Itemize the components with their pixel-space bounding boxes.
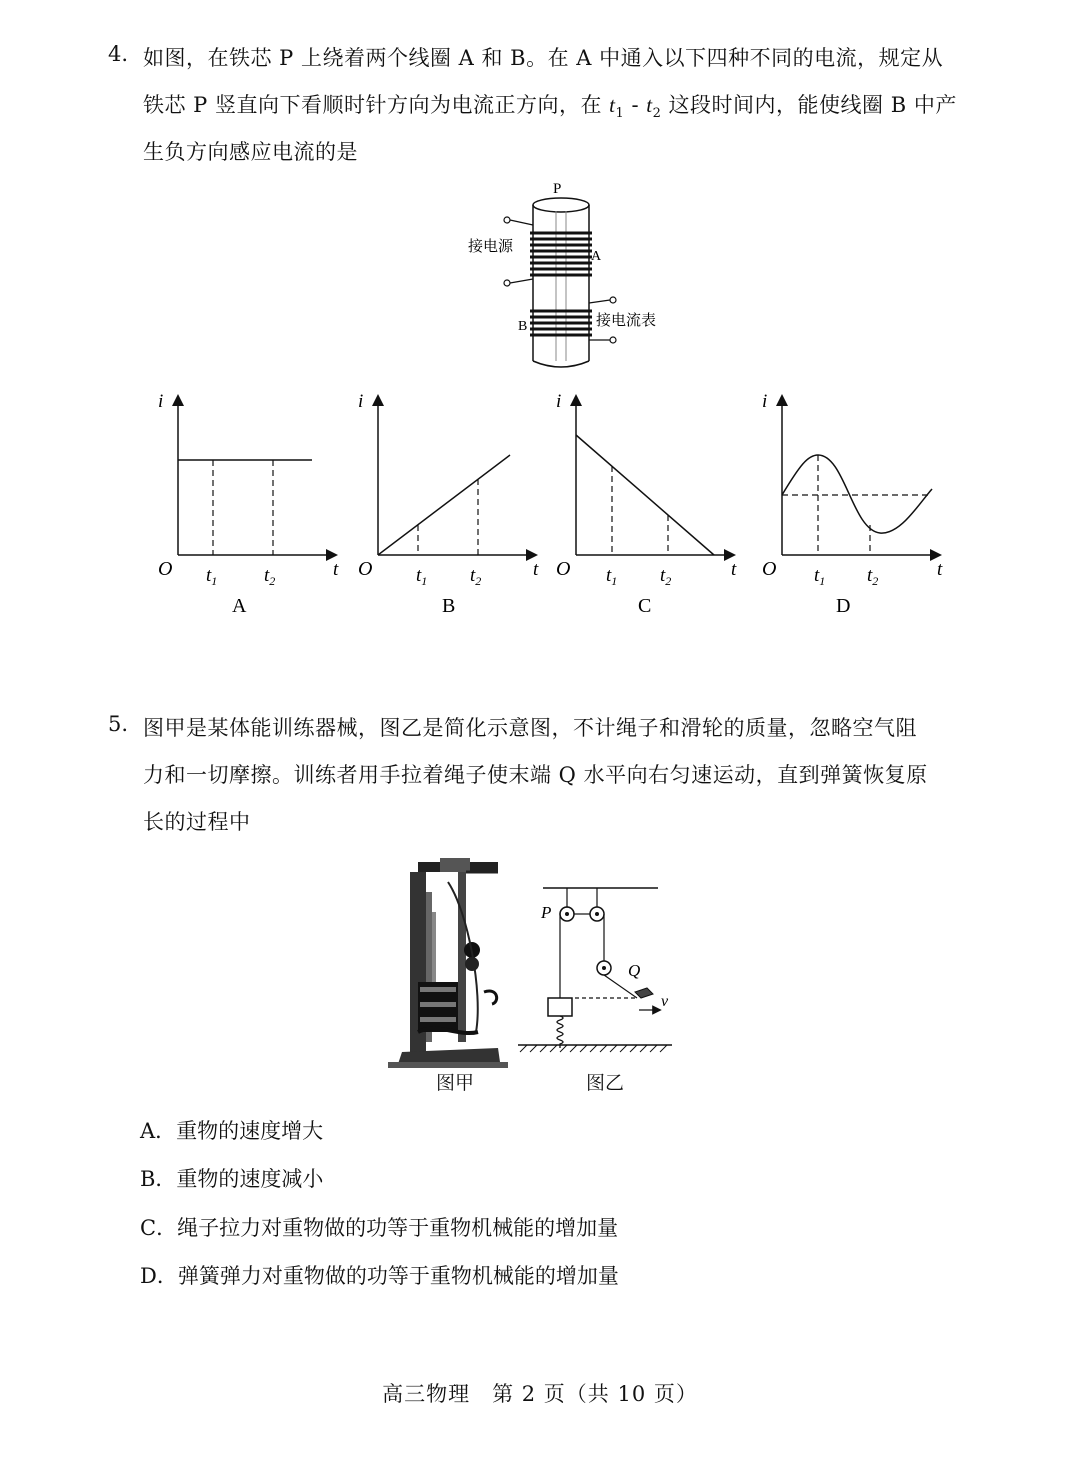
question-5-line-3: 长的过程中 <box>143 810 251 834</box>
graph-d-t2: $t_2$ <box>867 565 879 588</box>
graph-c <box>556 391 737 617</box>
pulley-label-p: P <box>541 903 552 922</box>
option-a-label: A <box>232 595 247 617</box>
graph-b-origin: O <box>358 558 373 580</box>
graph-b-y-label: i <box>358 391 364 412</box>
graph-b-t2: $t_2$ <box>470 565 482 588</box>
choice-d: D．弹簧弹力对重物做的功等于重物机械能的增加量 <box>140 1264 619 1288</box>
end-label-q: Q <box>628 961 641 980</box>
graph-c-y-label: i <box>556 391 562 412</box>
question-4-line-2 <box>143 89 957 121</box>
graph-c-t2: $t_2$ <box>660 565 672 588</box>
line-2-prefix: 铁芯 P 竖直向下看顺时针方向为电流正方向，在 <box>143 93 610 117</box>
graph-d-y-label: i <box>762 391 768 412</box>
current-graphs <box>140 385 970 625</box>
graph-a <box>158 391 339 617</box>
core-label-p: P <box>553 181 562 197</box>
graph-c-t1: $t_1$ <box>606 565 618 588</box>
graph-d-t1: $t_1$ <box>814 565 826 588</box>
graph-a-t2: $t_2$ <box>264 565 276 588</box>
training-machine-photo <box>388 852 508 1070</box>
page-footer: 高三物理 第 2 页（共 10 页） <box>382 1382 698 1406</box>
coil-a <box>530 233 592 275</box>
question-4-line-1: 如图，在铁芯 P 上绕着两个线圈 A 和 B。在 A 中通入以下四种不同的电流，规定从 <box>143 46 944 70</box>
t1-symbol: t <box>609 93 616 117</box>
graph-d <box>762 391 943 617</box>
coil-a-label: A <box>591 249 602 264</box>
line-2-suffix: 这段时间内，能使线圈 B 中产 <box>661 93 957 117</box>
graph-b <box>358 391 539 617</box>
t2-symbol: t <box>646 93 653 117</box>
t1-subscript: 1 <box>615 106 625 122</box>
graph-b-x-label: t <box>533 559 539 580</box>
coil-b <box>530 311 592 335</box>
question-4-line-3: 生负方向感应电流的是 <box>143 140 358 164</box>
graph-c-origin: O <box>556 558 571 580</box>
option-b-label: B <box>442 595 456 617</box>
graph-a-y-label: i <box>158 391 164 412</box>
question-5-line-2: 力和一切摩擦。训练者用手拉着绳子使末端 Q 水平向右匀速运动，直到弹簧恢复原 <box>143 763 928 787</box>
graph-c-x-label: t <box>731 559 737 580</box>
graph-a-x-label: t <box>333 559 339 580</box>
graph-b-t1: $t_1$ <box>416 565 428 588</box>
question-5-number: 5. <box>108 712 129 736</box>
graph-d-origin: O <box>762 558 777 580</box>
graph-a-origin: O <box>158 558 173 580</box>
choice-b: B．重物的速度减小 <box>140 1167 324 1191</box>
caption-figure-b: 图乙 <box>585 1072 624 1094</box>
choice-a: A．重物的速度增大 <box>140 1119 324 1143</box>
graph-d-x-label: t <box>937 559 943 580</box>
meter-label: 接电流表 <box>596 313 657 329</box>
power-label: 接电源 <box>468 239 514 255</box>
training-machine-schematic <box>515 880 677 1055</box>
velocity-label: v <box>661 993 669 1010</box>
coil-b-label: B <box>518 319 528 334</box>
choice-c: C．绳子拉力对重物做的功等于重物机械能的增加量 <box>140 1216 619 1240</box>
graph-a-t1: $t_1$ <box>206 565 218 588</box>
question-5-line-1: 图甲是某体能训练器械，图乙是简化示意图，不计绳子和滑轮的质量，忽略空气阻 <box>143 716 917 740</box>
coil-figure <box>460 175 700 375</box>
question-4-number: 4. <box>108 42 129 66</box>
dash: - <box>624 93 647 117</box>
caption-figure-a: 图甲 <box>435 1072 474 1094</box>
option-c-label: C <box>638 595 652 617</box>
t2-subscript: 2 <box>652 106 662 122</box>
option-d-label: D <box>836 595 851 617</box>
